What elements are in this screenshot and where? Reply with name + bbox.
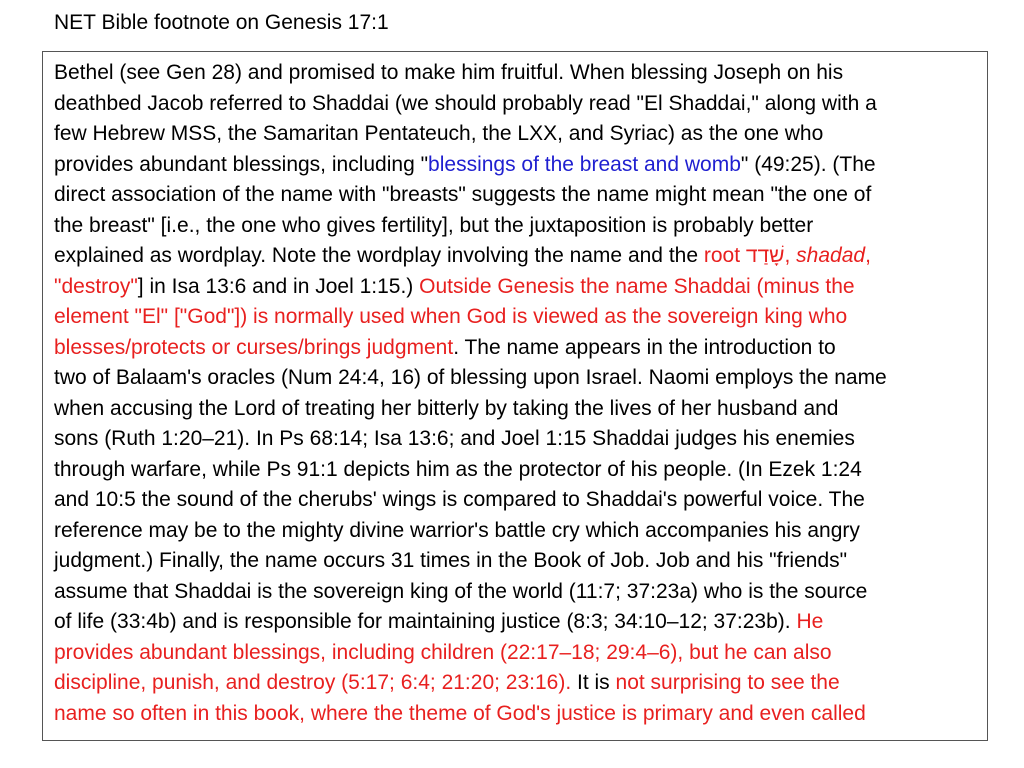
text-line-21 [54, 668, 840, 698]
text-run-red: , [784, 244, 797, 267]
text-line-14: through warfare, while Ps 91:1 depicts him as the protector of his people. (In Ezek 1:24 [54, 457, 862, 481]
text-run-red: blesses/protects or curses/brings judgment [54, 335, 454, 359]
text-line-17: judgment.) Finally, the name occurs 31 times in the Book of Job. Job and his "friends" [54, 549, 848, 572]
text-run: provides abundant blessings, including " [54, 152, 429, 176]
gloss-highlight: "destroy" [54, 274, 138, 298]
text-line-4 [54, 150, 876, 180]
quote-highlight-blue: blessings of the breast and womb [428, 152, 741, 176]
text-run: . The name appears in the introduction to [453, 335, 836, 359]
text-line-22: name so often in this book, where the theme of God's justice is primary and even called [54, 701, 866, 725]
transliteration: shadad [796, 244, 866, 267]
text-line-16: reference may be to the mighty divine warrior's battle cry which accompanies his angry [54, 518, 860, 542]
root-highlight: root [703, 244, 746, 267]
text-line-1: Bethel (see Gen 28) and promised to make him fruitful. When blessing Joseph on his [54, 61, 844, 84]
text-line-8 [54, 272, 855, 302]
text-line-5: direct association of the name with "breasts" suggests the name might mean "the one of [54, 183, 872, 206]
text-line-11: two of Balaam's oracles (Num 24:4, 16) of blessing upon Israel. Naomi employs the name [54, 366, 887, 389]
text-line-2: deathbed Jacob referred to Shaddai (we should probably read "El Shaddai," along with a [54, 91, 877, 115]
text-line-15: and 10:5 the sound of the cherubs' wings is compared to Shaddai's powerful voice. The [54, 488, 865, 511]
text-run-red: He [796, 610, 824, 633]
slide-title: NET Bible footnote on Genesis 17:1 [54, 11, 389, 34]
text-line-10 [54, 333, 836, 363]
text-line-12: when accusing the Lord of treating her bitterly by taking the lives of her husband and [54, 396, 839, 420]
text-run: explained as wordplay. Note the wordplay involving the name and the [54, 244, 704, 267]
text-run-red: not surprising to see the [615, 671, 840, 694]
text-run: It is [571, 671, 616, 694]
text-line-9: element "El" ["God"]) is normally used when God is viewed as the sovereign king who [54, 305, 848, 328]
text-run-red: Outside Genesis the name Shaddai (minus the [419, 274, 855, 298]
text-line-18: assume that Shaddai is the sovereign king of the world (11:7; 37:23a) who is the source [54, 579, 868, 603]
text-run: of life (33:4b) and is responsible for maintaining justice (8:3; 34:10–12; 37:23b). [54, 610, 797, 633]
text-run-red: , [865, 244, 871, 267]
text-line-19 [54, 607, 823, 637]
text-run: " (49:25). (The [740, 152, 876, 176]
hebrew-word: שָׁדַד [745, 244, 785, 267]
text-line-7 [54, 241, 871, 271]
footnote-text-box [42, 51, 988, 741]
text-line-20: provides abundant blessings, including children (22:17–18; 29:4–6), but he can also [54, 640, 832, 664]
text-line-13: sons (Ruth 1:20–21). In Ps 68:14; Isa 13:6; and Joel 1:15 Shaddai judges his enemies [54, 427, 855, 450]
text-line-3: few Hebrew MSS, the Samaritan Pentateuch, the LXX, and Syriac) as the one who [54, 122, 824, 145]
text-line-6: the breast" [i.e., the one who gives fertility], but the juxtaposition is probably better [54, 213, 814, 237]
text-run: ] in Isa 13:6 and in Joel 1:15.) [137, 274, 420, 298]
text-run-red: discipline, punish, and destroy (5:17; 6:4; 21:20; 23:16). [54, 671, 572, 694]
